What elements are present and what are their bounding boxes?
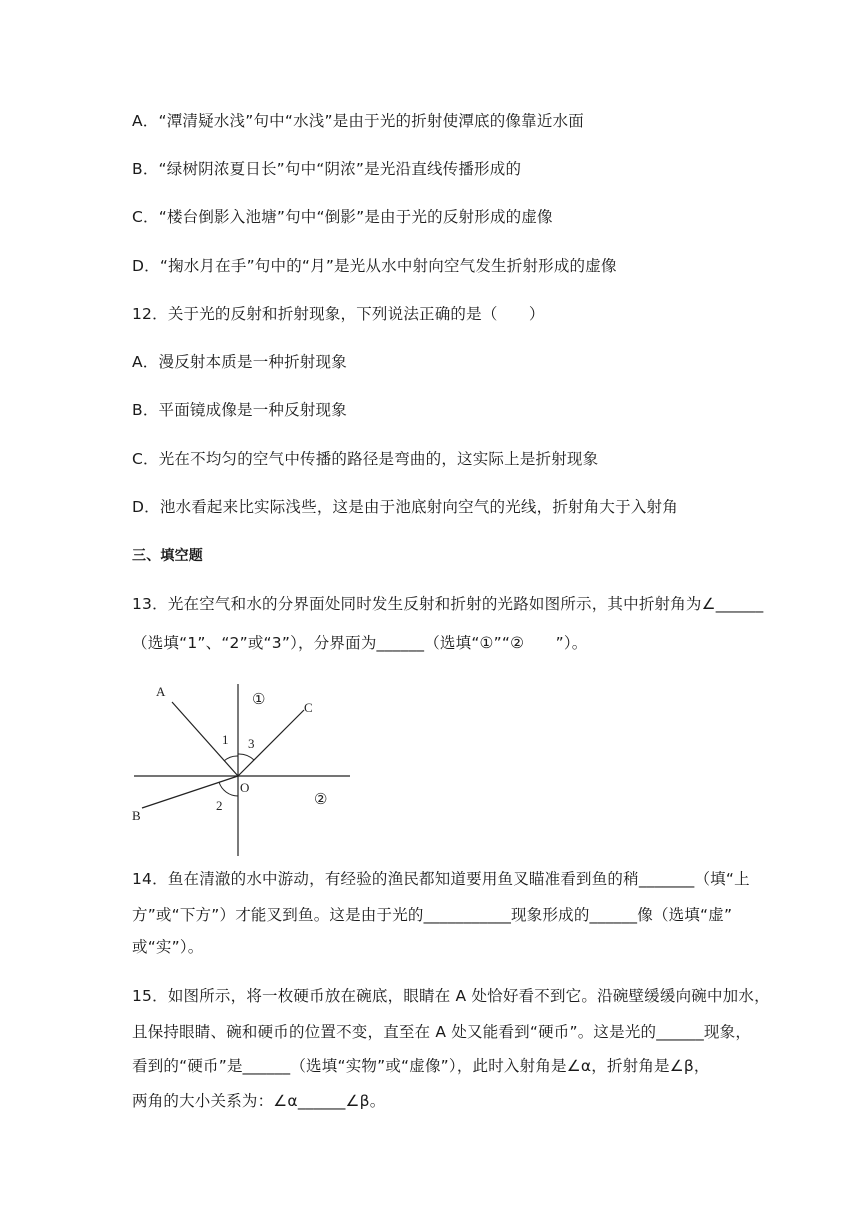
label-angle-2: 2 bbox=[216, 798, 223, 813]
angle-3-arc bbox=[238, 754, 254, 760]
label-angle-1: 1 bbox=[222, 732, 229, 747]
label-region-1: ① bbox=[252, 692, 266, 708]
q12-option-c: C．光在不均匀的空气中传播的路径是弯曲的，这实际上是折射现象 bbox=[132, 450, 599, 468]
q11-option-d: D．“掬水月在手”句中的“月”是光从水中射向空气发生折射形成的虚像 bbox=[132, 257, 617, 275]
q12-option-b: B．平面镜成像是一种反射现象 bbox=[132, 401, 347, 419]
angle-2-arc bbox=[219, 782, 238, 796]
q12-option-d: D．池水看起来比实际浅些，这是由于池底射向空气的光线，折射角大于入射角 bbox=[132, 498, 678, 516]
q11-option-a: A．“潭清疑水浅”句中“水浅”是由于光的折射使潭底的像靠近水面 bbox=[132, 112, 584, 130]
label-b: B bbox=[132, 808, 141, 823]
q15-line-4: 两角的大小关系为：∠α______∠β。 bbox=[132, 1092, 386, 1110]
q12-option-a: A．漫反射本质是一种折射现象 bbox=[132, 353, 347, 371]
light-path-diagram bbox=[128, 680, 358, 860]
q14-line-1: 14．鱼在清澈的水中游动，有经验的渔民都知道要用鱼叉瞄准看到鱼的稍_______（填“上 bbox=[132, 870, 750, 888]
q12-stem: 12．关于光的反射和折射现象，下列说法正确的是（ ） bbox=[132, 305, 545, 323]
q13-line-2: （选填“1”、“2”或“3”），分界面为______（选填“①”“② ”）。 bbox=[132, 634, 588, 652]
q11-option-c: C．“楼台倒影入池塘”句中“倒影”是由于光的反射形成的虚像 bbox=[132, 208, 553, 226]
q13-line-1: 13．光在空气和水的分界面处同时发生反射和折射的光路如图所示，其中折射角为∠______ bbox=[132, 595, 764, 613]
label-region-2: ② bbox=[314, 792, 328, 808]
q15-line-1: 15．如图所示，将一枚硬币放在碗底，眼睛在 A 处恰好看不到它。沿碗壁缓缓向碗中加水， bbox=[132, 987, 770, 1005]
label-a: A bbox=[156, 684, 166, 699]
q15-line-2: 且保持眼睛、碗和硬币的位置不变，直至在 A 处又能看到“硬币”。这是光的______现象， bbox=[132, 1023, 752, 1041]
angle-1-arc bbox=[224, 756, 238, 761]
label-angle-3: 3 bbox=[248, 736, 255, 751]
section-heading-fill-in: 三、填空题 bbox=[132, 548, 203, 564]
label-c: C bbox=[304, 700, 313, 715]
ray-ob bbox=[142, 776, 238, 808]
q11-option-b: B．“绿树阴浓夏日长”句中“阴浓”是光沿直线传播形成的 bbox=[132, 160, 522, 178]
q14-line-3: 或“实”）。 bbox=[132, 938, 204, 956]
q15-line-3: 看到的“硬币”是______（选填“实物”或“虚像”），此时入射角是∠α，折射角是∠β， bbox=[132, 1057, 710, 1075]
label-o: O bbox=[240, 780, 250, 795]
q14-line-2: 方”或“下方”）才能叉到鱼。这是由于光的___________现象形成的______像（选填“虚” bbox=[132, 906, 733, 924]
